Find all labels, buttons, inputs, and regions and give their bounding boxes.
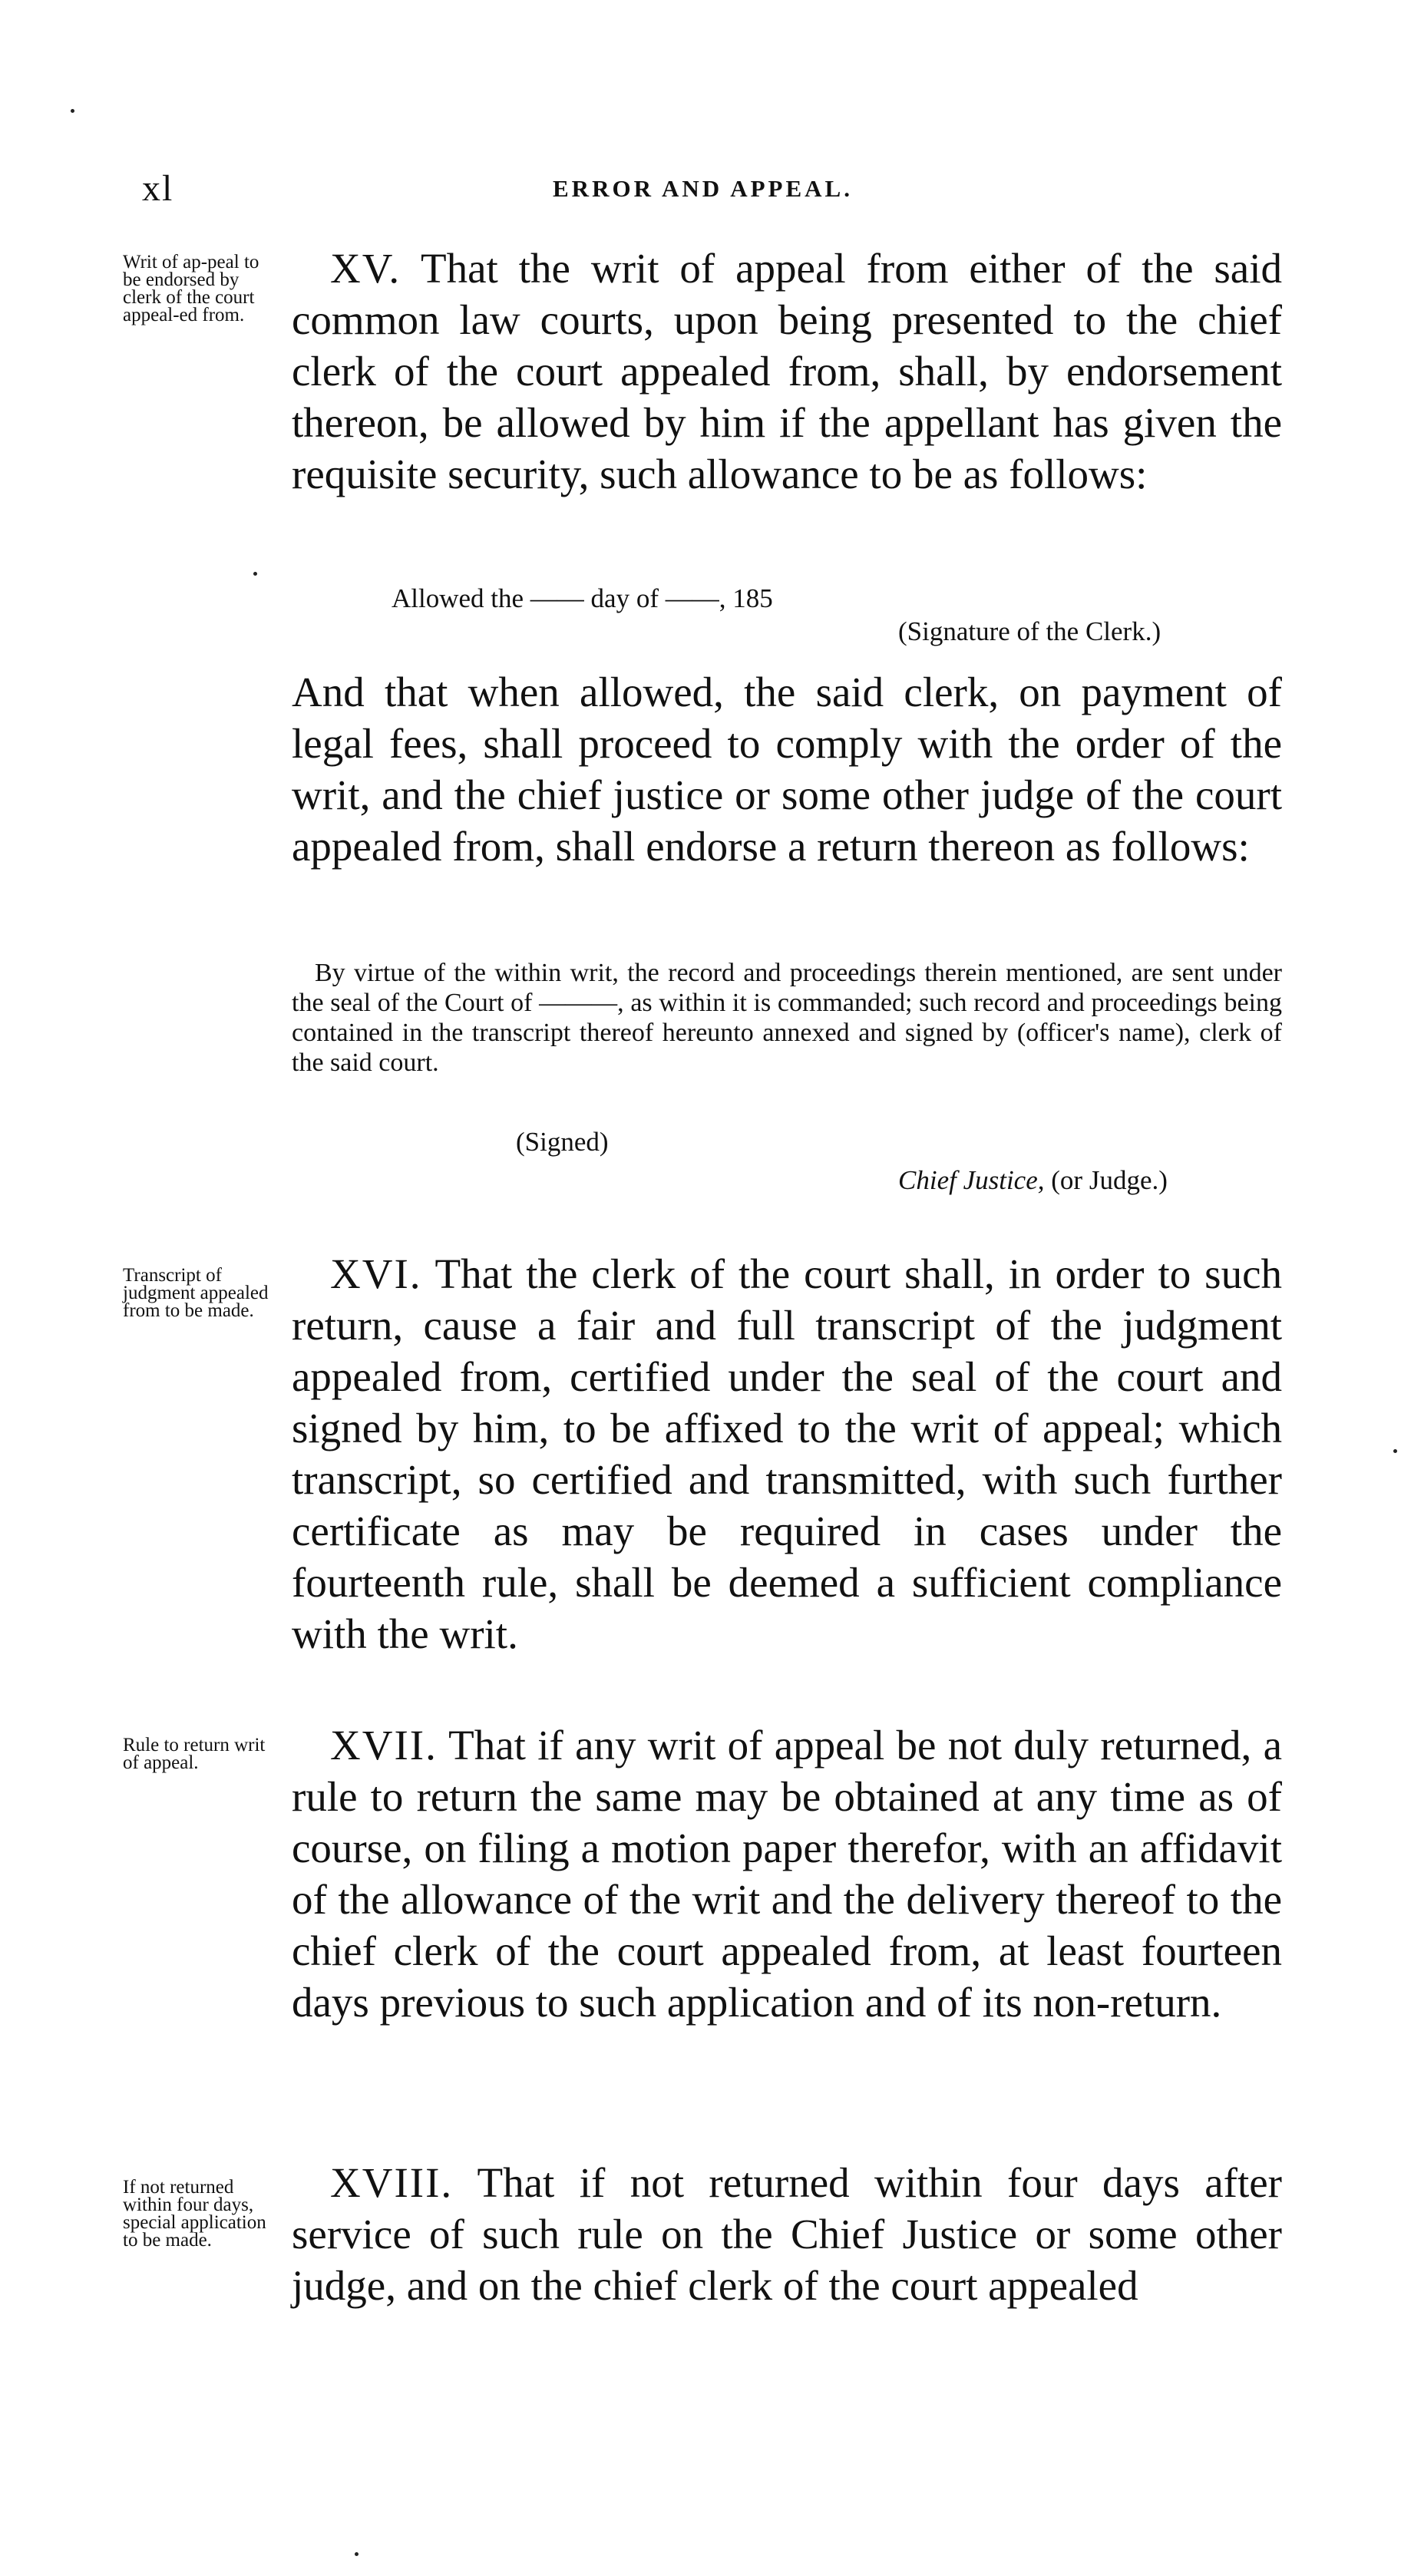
scan-speck: [253, 572, 257, 576]
margin-note-xvi: Transcript of judgment appealed from to be made.: [123, 1265, 269, 1321]
return-form: By virtue of the within writ, the record and proceedings therein mentioned, are sent under the seal of the Court of ———, as within it is commanded; such record and proceedings being contained in the transcript thereof hereunto annexed and signed by (officer's name), clerk of the said court.: [292, 959, 1282, 1077]
section-xv-body-continued: And that when allowed, the said clerk, on payment of legal fees, shall proceed to comply with the order of the writ, and the chief justice or some other judge of the court appealed from, shall endorse a return thereon as follows:: [292, 669, 1282, 870]
section-xviii-body: [292, 2157, 1282, 2311]
section-number: XVII.: [330, 1722, 438, 1769]
section-text: That the writ of appeal from either of the said common law courts, upon being presented to the chief clerk of the court appealed from, shall, by endorsement thereon, be allowed by him if the appellant has given the requisite security, such allowance to be as follows:: [292, 245, 1282, 497]
or-judge-label: (or Judge.): [1051, 1165, 1168, 1195]
scan-speck: [1393, 1449, 1397, 1453]
section-text: That if any writ of appeal be not duly returned, a rule to return the same may be obtained at any time as of course, on filing a motion paper therefor, with an affidavit of the allowance of the writ and the delivery thereof to the chief clerk of the court appealed from, at least fourteen days previous to such application and of its non-return.: [292, 1722, 1283, 2026]
section-text: That the clerk of the court shall, in order to such return, cause a fair and full transcript of the judgment appealed from, certified under the seal of the court and signed by him, to be affixed to the writ of appeal; which transcript, so certified and transmitted, with such further certificate as may be required in cases under the fourteenth rule, shall be deemed a sufficient compliance with the writ.: [292, 1250, 1282, 1657]
margin-note-xviii: If not returned within four days, special application to be made.: [123, 2177, 266, 2251]
section-text: That if not returned within four days after service of such rule on the Chief Justice or some other judge, and on the chief clerk of the court appealed: [292, 2159, 1282, 2309]
allowed-form-line: Allowed the —— day of ——, 185: [392, 583, 773, 613]
running-head: ERROR AND APPEAL.: [553, 175, 853, 202]
margin-note-xv: Writ of ap-peal to be endorsed by clerk of the court appeal-ed from.: [123, 252, 259, 325]
section-xvi-body: [292, 1248, 1282, 1660]
signed-line: (Signed): [516, 1127, 609, 1157]
margin-note-xvii: Rule to return writ of appeal.: [123, 1735, 266, 1773]
section-xv-body: [292, 243, 1282, 500]
scan-speck: [355, 2552, 359, 2556]
page-number: xl: [142, 168, 174, 209]
clerk-signature-line: (Signature of the Clerk.): [898, 616, 1161, 646]
chief-justice-label: Chief Justice,: [898, 1165, 1045, 1195]
section-number: XVI.: [330, 1250, 422, 1297]
chief-justice-line: [898, 1165, 1168, 1196]
section-number: XV.: [330, 245, 401, 292]
scan-speck: [71, 109, 74, 113]
section-xvii-body: [292, 1719, 1282, 2028]
section-number: XVIII.: [330, 2159, 454, 2206]
